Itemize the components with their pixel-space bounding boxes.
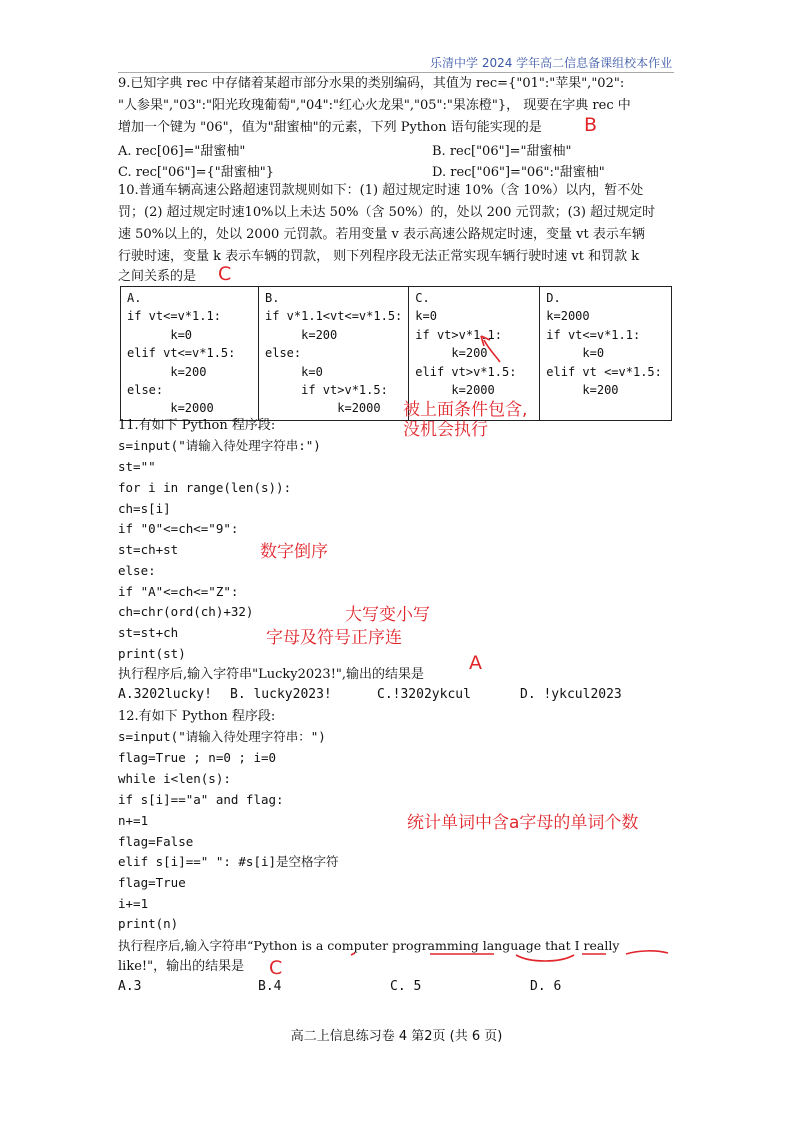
q11-answer-mark: A bbox=[469, 652, 482, 674]
q10-cell-c: C. k=0 if vt>v*1.1: k=200 elif vt>v*1.5: k=2000 bbox=[409, 287, 540, 421]
q10-note-line-1: 被上面条件包含, bbox=[403, 400, 528, 420]
q11-option-c: C.!3202ykcul bbox=[377, 687, 471, 702]
q11-code-line: print(st) bbox=[118, 646, 186, 661]
q12-note: 统计单词中含a字母的单词个数 bbox=[407, 813, 639, 833]
q10-line-5: 之间关系的是 bbox=[118, 269, 197, 284]
q11-code-line: st=ch+st bbox=[118, 542, 179, 557]
q11-code-line: if "0"<=ch<="9": bbox=[118, 521, 239, 536]
q12-code-line: flag=False bbox=[118, 834, 194, 849]
q11-option-d: D. !ykcul2023 bbox=[520, 687, 622, 702]
q10-cell-b: B. if v*1.1<vt<=v*1.5: k=200 else: k=0 if vt>v*1.5: k=2000 bbox=[259, 287, 409, 421]
page-footer: 高二上信息练习卷 4 第2页 (共 6 页) bbox=[290, 1029, 503, 1044]
q11-code-line: s=input("请输入待处理字符串:") bbox=[118, 438, 321, 453]
q12-option-b: B.4 bbox=[258, 979, 282, 994]
q10-line-1: 10.普通车辆高速公路超速罚款规则如下：(1) 超过规定时速 10%（含 10%）以内，暂不处 bbox=[118, 183, 644, 198]
q12-question-line-2: like!"，输出的结果是 bbox=[118, 959, 245, 974]
q12-question-line-1: 执行程序后,输入字符串“Python is a computer programming language that I really bbox=[118, 938, 620, 953]
q12-underline-language bbox=[516, 955, 574, 961]
q9-option-c: C. rec["06"]={"甜蜜柚"} bbox=[118, 165, 274, 180]
q9-option-b: B. rec["06"]="甜蜜柚" bbox=[432, 144, 572, 159]
q10-cell-a: A. if vt<=v*1.1: k=0 elif vt<=v*1.5: k=200 else: k=2000 bbox=[121, 287, 259, 421]
q12-answer-mark: C bbox=[269, 957, 283, 979]
q11-code-line: st="" bbox=[118, 459, 156, 474]
q12-underline-a bbox=[351, 953, 355, 955]
q12-underline-really bbox=[626, 951, 668, 954]
q10-cell-d: D. k=2000 if vt<=v*1.1: k=0 elif vt <=v*1.5: k=200 bbox=[540, 287, 672, 421]
q11-code-line: ch=s[i] bbox=[118, 501, 171, 516]
q11-note-digits: 数字倒序 bbox=[260, 542, 328, 562]
q12-intro: 12.有如下 Python 程序段: bbox=[118, 709, 276, 724]
q11-question: 执行程序后,输入字符串"Lucky2023!",输出的结果是 bbox=[118, 667, 425, 682]
q12-code-line: elif s[i]==" ": #s[i]是空格字符 bbox=[118, 854, 339, 869]
q10-arrow-stroke bbox=[484, 340, 500, 362]
q11-option-b: B. lucky2023! bbox=[230, 687, 332, 702]
q12-code-line: n+=1 bbox=[118, 813, 149, 828]
q10-answer-mark: C bbox=[218, 263, 232, 285]
q11-code-line: st=st+ch bbox=[118, 625, 179, 640]
q11-note-upper: 大写变小写 bbox=[345, 605, 430, 625]
q12-code-line: while i<len(s): bbox=[118, 771, 231, 786]
q10-line-2: 罚；(2) 超过规定时速10%以上未达 50%（含 50%）的，处以 200 元罚款；(3) 超过规定时 bbox=[118, 205, 656, 220]
q10-arrow-head bbox=[481, 336, 490, 346]
q10-line-4: 行驶时速，变量 k 表示车辆的罚款， 则下列程序段无法正常实现车辆行驶时速 vt 和罚款 k bbox=[118, 249, 640, 264]
q12-code-line: flag=True bbox=[118, 875, 186, 890]
q11-code-line: ch=chr(ord(ch)+32) bbox=[118, 604, 254, 619]
q12-option-c: C. 5 bbox=[390, 979, 422, 994]
q10-note-line-2: 没机会执行 bbox=[403, 420, 488, 440]
q11-code-line: else: bbox=[118, 563, 156, 578]
q11-intro: 11.有如下 Python 程序段: bbox=[118, 418, 276, 433]
q9-answer-mark: B bbox=[584, 114, 598, 136]
q12-code-line: s=input("请输入待处理字符串：") bbox=[118, 729, 326, 744]
q9-option-a: A. rec[06]="甜蜜柚" bbox=[118, 144, 246, 159]
q10-line-3: 速 50%以上的，处以 2000 元罚款。若用变量 v 表示高速公路规定时速，变量 vt 表示车辆 bbox=[118, 227, 645, 242]
q12-code-line: i+=1 bbox=[118, 896, 149, 911]
q12-option-a: A.3 bbox=[118, 979, 142, 994]
q12-code-line: if s[i]=="a" and flag: bbox=[118, 792, 284, 807]
q9-line-3: 增加一个键为 "06"，值为"甜蜜柚"的元素，下列 Python 语句能实现的是 bbox=[118, 120, 542, 135]
q9-line-1: 9.已知字典 rec 中存储着某超市部分水果的类别编码，其值为 rec={"01":"苹果","02": bbox=[118, 76, 625, 91]
q11-code-line: for i in range(len(s)): bbox=[118, 480, 292, 495]
q11-option-a: A.3202lucky! bbox=[118, 687, 212, 702]
q12-option-d: D. 6 bbox=[530, 979, 562, 994]
q11-code-line: if "A"<=ch<="Z": bbox=[118, 584, 239, 599]
q9-option-d: D. rec["06"]="06":"甜蜜柚" bbox=[432, 165, 605, 180]
q11-note-letters: 字母及符号正序连 bbox=[266, 628, 402, 648]
q12-code-line: print(n) bbox=[118, 916, 179, 931]
q9-line-2: "人参果","03":"阳光玫瑰葡萄","04":"红心火龙果","05":"果冻橙"}， 现要在字典 rec 中 bbox=[118, 98, 631, 113]
page-header: 乐清中学 2024 学年高二信息备课组校本作业 bbox=[430, 56, 673, 70]
q12-code-line: flag=True ; n=0 ; i=0 bbox=[118, 750, 277, 765]
